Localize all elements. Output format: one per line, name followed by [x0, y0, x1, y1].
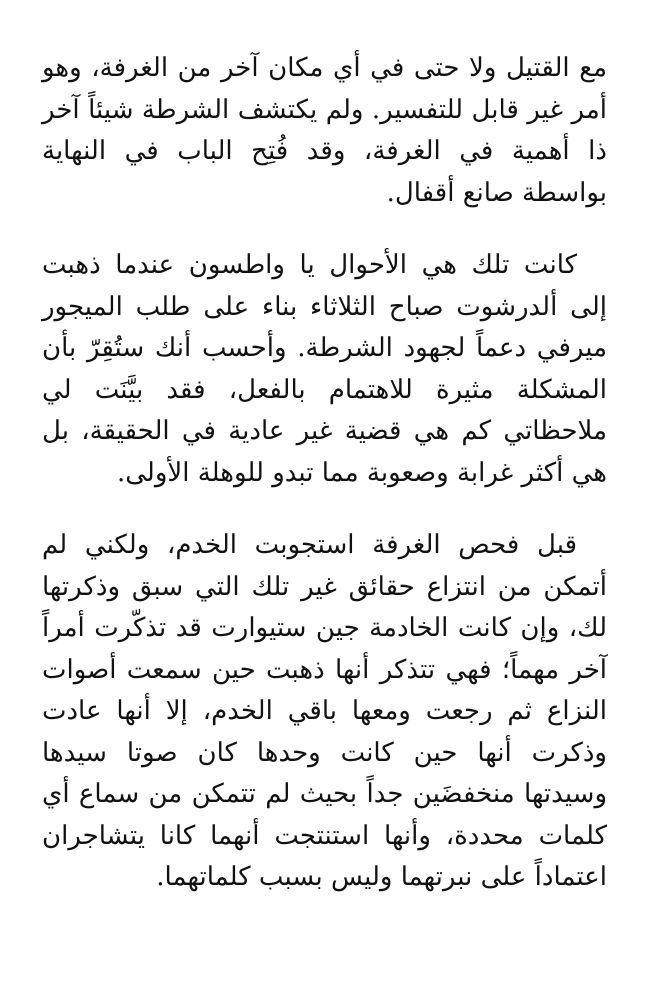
paragraph-3: قبل فحص الغرفة استجوبت الخدم، ولكني لم أتمكن من انتزاع حقائق غير تلك التي سبق وذكرتها لك، وإن كانت الخادمة جين ستيوارت قد تذكّرت أمراً آخر مهماً؛ فهي تتذكر أنها ذهبت حين سمعت أصوات النزاع ثم رجعت ومعها باقي الخدم، إلا أنها عادت وذكرت أنها حين كانت وحدها كان صوتا سيدها وسيدتها منخفضَين جداً بحيث لم تتمكن من سماع أي كلمات محددة، وأنها استنتجت أنهما كانا يتشاجران اعتماداً على نبرتهما وليس بسبب كلماتهما. [42, 530, 607, 892]
paragraph-1: مع القتيل ولا حتى في أي مكان آخر من الغرفة، وهو أمر غير قابل للتفسير. ولم يكتشف الشرطة شيئاً آخر ذا أهمية في الغرفة، وقد فُتِح الباب في النهاية بواسطة صانع أقفال. [42, 53, 607, 208]
paragraph-2: كانت تلك هي الأحوال يا واطسون عندما ذهبت إلى ألدرشوت صباح الثلاثاء بناء على طلب الميجور ميرفي دعماً لجهود الشرطة. وأحسب أنك ستُقِرّ بأن المشكلة مثيرة للاهتمام بالفعل، فقد بيَّنَت لي ملاحظاتي كم هي قضية غير عادية في الحقيقة، بل هي أكثر غرابة وصعوبة مما تبدو للوهلة الأولى. [42, 250, 607, 488]
